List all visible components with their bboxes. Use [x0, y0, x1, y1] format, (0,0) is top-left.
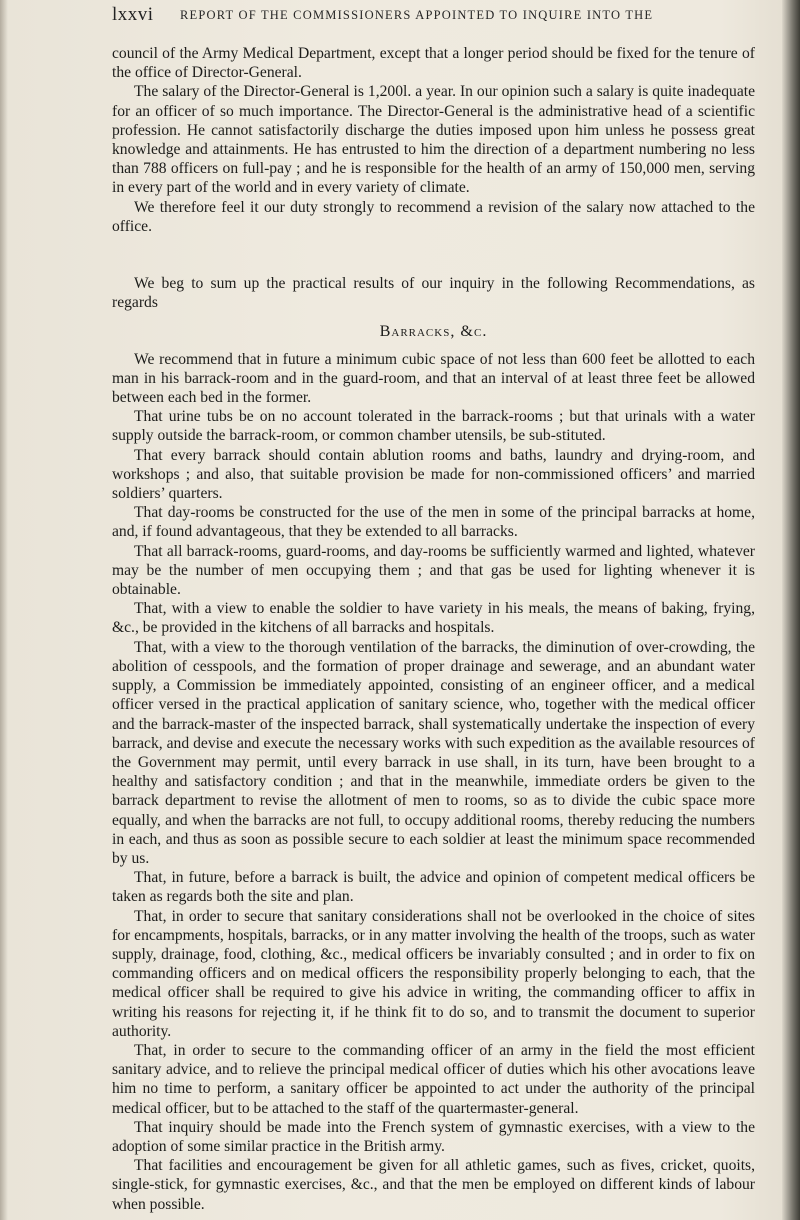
section-gap: [112, 236, 755, 274]
running-head: REPORT OF THE COMMISSIONERS APPOINTED TO INQUIRE INTO THE: [180, 8, 654, 22]
recommendation-paragraph: That urine tubs be on no account tolerated in the barrack-rooms ; but that urinals with a water supply outside the barrack-room, or common chamber utensils, be sub-stituted.: [112, 408, 755, 445]
page-number: lxxvi: [112, 4, 154, 25]
section-heading: Barracks, &c.: [379, 322, 488, 341]
page-edge-left: [0, 0, 8, 1220]
recommendation-paragraph: That, in future, before a barrack is built, the advice and opinion of competent medical officers be taken as regards both the site and plan.: [112, 869, 755, 906]
recommendation-paragraph: That, in order to secure to the commanding officer of an army in the field the most efficient sanitary advice, and to relieve the principal medical officer of duties which his other avocations leave him no time to perform, a sanitary officer be appointed to act under the authority of the principal medical officer, but to be attached to the staff of the quartermaster-general.: [112, 1041, 755, 1117]
intro-paragraph-2: The salary of the Director-General is 1,200l. a year. In our opinion such a salary is quite inadequate for an officer of so much importance. The Director-General is the administrative head of a scientific profession. He cannot satisfactorily discharge the duties imposed upon him unless he possess great knowledge and attainments. He has entrusted to him the direction of a department numbering no less than 788 officers on full-pay ; and he is responsible for the health of an army of 150,000 men, serving in every part of the world and in every variety of climate.: [112, 83, 755, 197]
recommendation-paragraph: That day-rooms be constructed for the use of the men in some of the principal barracks at home, and, if found advantageous, that they be extended to all barracks.: [112, 504, 755, 541]
page-header: [0, 0, 800, 40]
recommendation-paragraph: That facilities and encouragement be given for all athletic games, such as fives, cricket, quoits, single-stick, for gymnastic exercises, &c., and that the men be employed on different kinds of labour when possible.: [112, 1157, 755, 1213]
intro-paragraph-1: council of the Army Medical Department, except that a longer period should be fixed for the tenure of the office of Director-General.: [112, 45, 755, 82]
recommendation-paragraph: That every barrack should contain ablution rooms and baths, laundry and drying-room, and workshops ; and also, that suitable provision be made for non-commissioned officers’ and married soldiers’ quarters.: [112, 446, 755, 503]
intro-paragraph-3: We therefore feel it our duty strongly to recommend a revision of the salary now attached to the office.: [112, 198, 755, 235]
summary-intro: We beg to sum up the practical results of our inquiry in the following Recommendations, as regards: [112, 275, 755, 312]
recommendations-list: [112, 350, 755, 1214]
recommendation-paragraph: That all barrack-rooms, guard-rooms, and day-rooms be sufficiently warmed and lighted, whatever may be the number of men occupying them ; and that gas be used for lighting whenever it is obtainable.: [112, 542, 755, 599]
recommendation-paragraph: That, with a view to the thorough ventilation of the barracks, the diminution of over-crowding, the abolition of cesspools, and the formation of proper drainage and sewerage, and an abundant water supply, a Commission be immediately appointed, consisting of an engineer officer, and a medical officer versed in the practical application of sanitary science, who, together with the medical officer and the barrack-master of the inspected barrack, shall systematically undertake the inspection of every barrack, and devise and execute the necessary works with such expedition as the available resources of the Government may permit, until every barrack in use shall, in its turn, have been brought to a healthy and satisfactory condition ; and that in the meanwhile, immediate orders be given to the barrack department to revise the allotment of men to rooms, so as to divide the cubic space more equally, and when the barracks are not full, to occupy additional rooms, thereby reducing the numbers in each, and thus as soon as possible secure to each soldier at least the minimum space recommended by us.: [112, 638, 755, 867]
recommendation-paragraph: That inquiry should be made into the French system of gymnastic exercises, with a view to the adoption of some similar practice in the British army.: [112, 1118, 755, 1155]
page-body: [112, 44, 755, 1214]
recommendation-paragraph: We recommend that in future a minimum cubic space of not less than 600 feet be allotted to each man in his barrack-room and in the guard-room, and that an interval of at least three feet be allowed between each bed in the former.: [112, 350, 755, 407]
recommendation-paragraph: That, in order to secure that sanitary considerations shall not be overlooked in the choice of sites for encampments, hospitals, barracks, or in any matter involving the health of the troops, such as water supply, drainage, food, clothing, &c., medical officers be invariably consulted ; and in order to fix on commanding officers and on medical officers the responsibility properly belonging to each, that the medical officer shall be required to give his advice in writing, the commanding officer to affix in writing his reasons for rejecting it, if he think fit to do so, and to transmit the document to superior authority.: [112, 907, 755, 1040]
recommendation-paragraph: That, with a view to enable the soldier to have variety in his meals, the means of baking, frying, &c., be provided in the kitchens of all barracks and hospitals.: [112, 600, 755, 637]
page-edge-right: [782, 0, 800, 1220]
